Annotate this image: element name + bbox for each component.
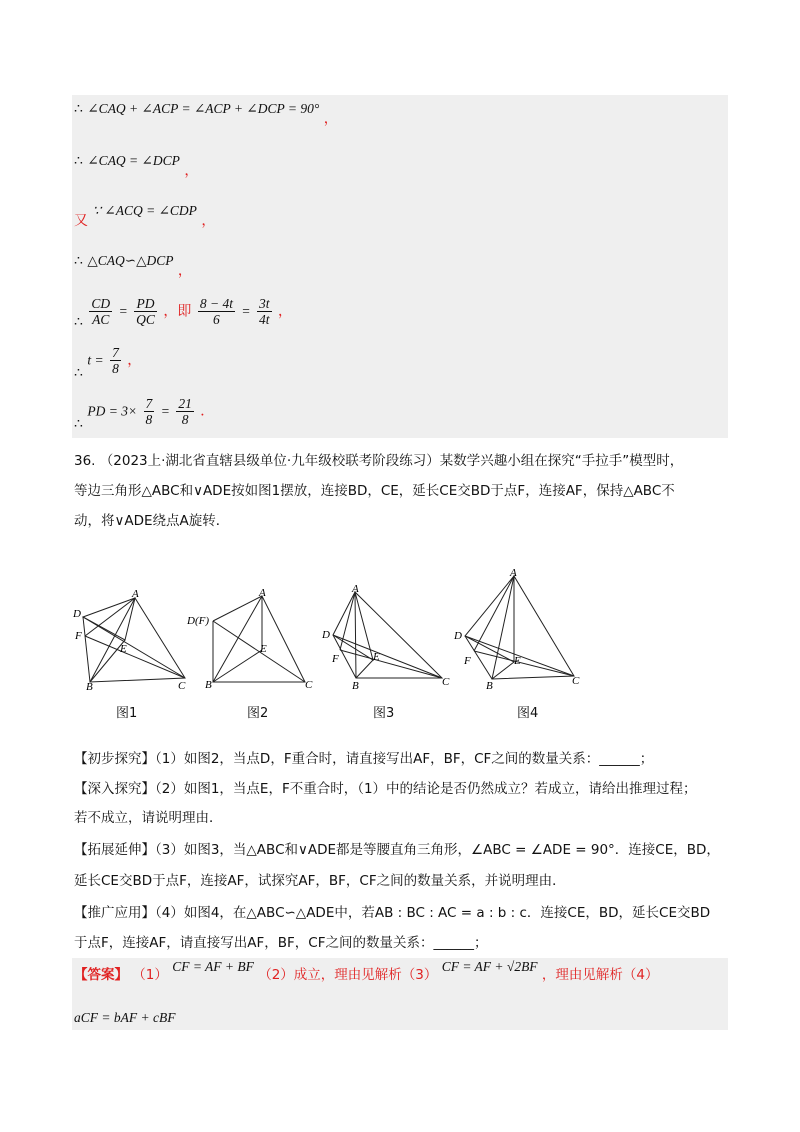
svg-text:E: E [120,643,127,655]
problem-number: 36. [74,453,96,469]
figure-3-caption: 图3 [373,706,395,721]
answer-line-2: aCF = bAF + cBF [74,1010,176,1025]
svg-text:E: E [260,643,267,655]
figure-4-caption: 图4 [517,706,539,721]
figure-1 [70,590,190,690]
svg-text:B: B [486,680,493,691]
question-4: 【推广应用】（4）如图4，在△ABC∽△ADE中，若AB : BC : AC = a : b : c．连接CE，BD，延长CE交BD [74,905,711,921]
svg-text:B: B [205,679,212,688]
figure-3 [318,580,458,690]
svg-text:D: D [73,608,81,620]
svg-text:C: C [442,676,450,688]
solution-step-1: ∴ ∠CAQ + ∠ACP = ∠ACP + ∠DCP = 90° ， [74,101,338,127]
svg-text:E: E [373,651,380,663]
question-3-cont: 延长CE交BD于点F，连接AF，试探究AF，BF，CF之间的数量关系，并说明理由． [74,873,566,889]
figure-2 [185,588,315,688]
svg-text:C: C [572,675,580,687]
answer-line-1: 【答案】 （1） CF = AF + BF （2）成立，理由见解析（3） CF = AF + √2BF ，理由见解析（4） [74,959,659,983]
problem-line-3: 动，将∨ADE绕点A旋转． [74,513,230,529]
svg-text:F: F [332,653,339,665]
figure-1-caption: 图1 [116,706,138,721]
svg-text:A: A [259,588,266,599]
solution-step-7: ∴ PD = 3× $\frac{7}{8}$ = $\frac{21}{8}$ ． [74,396,215,432]
problem-line-2: 等边三角形△ABC和∨ADE按如图1摆放，连接BD，CE，延长CE交BD于点F，连接AF，保持△ABC不 [74,483,675,499]
solution-step-6: ∴ t = $\frac{7}{8}$ ， [74,345,142,381]
svg-text:A: A [132,590,139,600]
question-4-cont: 于点F，连接AF，请直接写出AF，BF，CF之间的数量关系：______； [74,935,488,951]
solution-step-4: ∴ △CAQ∽△DCP ， [74,253,192,279]
svg-text:A: A [510,567,517,579]
svg-text:B: B [352,680,359,690]
solution-step-5: ∴ $\frac{CD}{AC}$ = $\frac{PD}{QC}$ ，即 $\frac{8 - 4t}{6}$ = $\frac{3t}{4t}$ ， [74,296,292,330]
figure-4 [452,566,592,691]
question-3: 【拓展延伸】（3）如图3，当△ABC和∨ADE都是等腰直角三角形，∠ABC = ∠ADE = 90°．连接CE，BD， [74,842,720,858]
svg-text:F: F [464,655,471,667]
question-2-cont: 若不成立，请说明理由． [74,810,223,826]
solution-step-3: 又 ∵ ∠ACQ = ∠CDP ， [74,203,216,229]
question-2: 【深入探究】（2）如图1，当点E，F不重合时，（1）中的结论是否仍然成立？若成立，请给出推理过程； [74,781,697,797]
figure-2-caption: 图2 [247,706,269,721]
problem-line-1: 36. （2023上·湖北省直辖县级单位·九年级校联考阶段练习）某数学兴趣小组在探究“手拉手”模型时， [74,453,684,469]
svg-text:B: B [86,681,93,690]
svg-text:F: F [75,630,82,642]
svg-text:C: C [305,679,313,688]
svg-text:A: A [352,583,359,595]
svg-text:D(F): D(F) [187,615,209,627]
svg-text:D: D [322,629,330,641]
solution-step-2: ∴ ∠CAQ = ∠DCP ， [74,153,199,179]
question-1: 【初步探究】（1）如图2，当点D，F重合时，请直接写出AF，BF，CF之间的数量关系：______； [74,751,654,767]
svg-text:C: C [178,680,186,690]
svg-text:D: D [454,630,462,642]
svg-text:E: E [514,655,521,667]
